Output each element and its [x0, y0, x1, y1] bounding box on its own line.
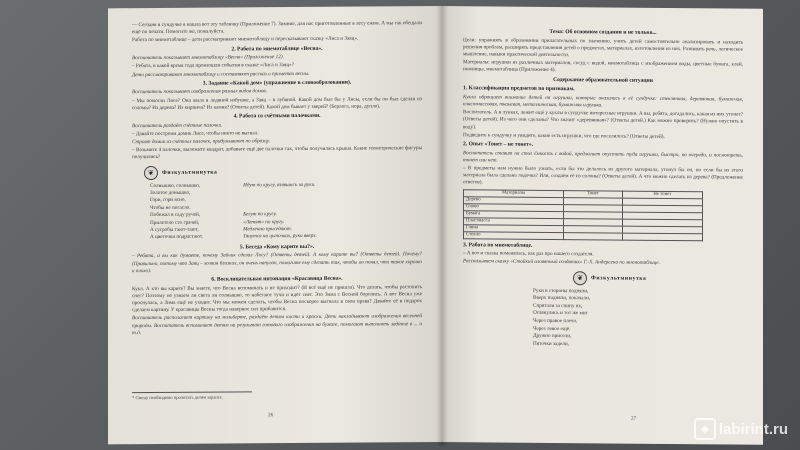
left-page-content — [132, 20, 422, 338]
watermark-text: labirint.ru — [718, 420, 788, 438]
section-heading: Содержание образовательной ситуации — [553, 76, 653, 84]
watermark — [694, 418, 788, 440]
section-heading: 3. Работа по мнемотаблице. — [463, 241, 533, 249]
materials-table — [463, 189, 703, 241]
paragraph: Кукла обращает внимание детей на игрушки, которые оказались в её сундучке: стеклянная, деревянная, бумажная, пластмассовая, тканевая, металлическая, бумажная игрушка. — [463, 93, 743, 109]
table-cell: Стекло — [464, 231, 564, 239]
section-heading: 5. Беседа «Кому карите вы?». — [239, 243, 315, 251]
fizminutka-label: Физкультминутка — [591, 274, 647, 282]
materials-text: Материалы: игрушки из различных материалов, сосуд с водой, мнемотаблица с изображением воды, цветные бумага, клей, ножницы, мнемотаблица (Приложение 4). — [463, 59, 743, 74]
poem-line: Через левое ещё. — [533, 325, 571, 332]
poem-action: Идут по кругу, взявшись за руки. — [243, 181, 316, 189]
paragraph: Воспитатель. А в лунках, лежит ещё у куклы в сундучке интересные игрушки. А вы, ребята, догадались, какая из них утонет? (Ответы детей). Из чего они сделаны? Что значит «деревянная»? (Ответы детей.) Как можно проверить? (Нужно опустить в воду). — [463, 109, 743, 130]
poem-line: Вверх подняли, покачали, — [533, 295, 591, 302]
poem-line: Через правое плечо, — [533, 317, 578, 325]
poem-line: Руки в стороны подняли, — [533, 287, 589, 294]
table-cell: Пластмасса — [464, 217, 564, 225]
section-heading: 2. Опыт «Тонет – не тонет». — [463, 141, 534, 148]
poem-line: Прилетело сто грачей, — [150, 219, 200, 226]
poem-line: Пяточки задели, — [533, 340, 569, 347]
paragraph: – Ребята, а вы как думаете, почему Зайчик сделал Лису? (Ответы детей). А кому карите вы? (Ответы детей). Почему? (Правильно, потому что Заяц – хозяин близких, он очень напуган, помогите ему сделать так, чтобы он понял, что такое хорошо и плохо). — [132, 251, 422, 275]
paragraph: – Давайте построим домик Лисе, чтобы никто не выгнал. — [132, 130, 259, 137]
table-cell: Дерево — [464, 196, 564, 204]
poem-line: Дружно присели, — [533, 332, 572, 340]
left-page — [108, 6, 441, 444]
paragraph: Воспитатель раздаёт счётные палочки. — [132, 122, 223, 129]
paragraph: – А вот и сказка поменялась, как раз про нашего создателя. — [463, 250, 594, 258]
intro-text: — Сегодня в сундучке я нашла вот эту табличку (Приложение 7). Зимние, для нас приготовленные в лесу ежом. А мы так обещали ещё по печати. Помогите же, пожалуйста. — [132, 20, 422, 36]
paragraph: Воспитатель ставит на стол ёмкость с водой, предлагает опустить туда игрушки, быстро, по очереди, и посмотреть, тонет или нет. — [463, 149, 743, 164]
fizminutka-label: Физкультминутка — [162, 169, 218, 176]
exercise-poem — [463, 287, 743, 350]
fizminutka-badge — [573, 271, 743, 286]
section-heading: 4. Работа со счётными палочками. — [233, 112, 321, 120]
table-header: Тонет — [564, 190, 622, 198]
paragraph: – В предметы нам нужно было узнать, если бы это делалось из другого материала, утонул бы он, но если бы из этого материала была сделана лодочка? Или, создаём её из солоны? (Ответы детей). А что можно сделать из дерева? (Предложение ответов). — [463, 165, 743, 186]
poem-line: Чтобы не погасло. — [150, 204, 191, 211]
poem-line: А цветочки подрастают. — [150, 234, 204, 241]
page-number: 27 — [631, 415, 637, 422]
poem-line: А сугробы тают-тают, — [150, 226, 199, 234]
poem-line: Спрятали за спину их, — [533, 302, 583, 310]
section-heading: 1. Классификация предметов по признакам. — [463, 85, 575, 93]
table-cell: Глина — [464, 224, 564, 232]
table-row — [464, 231, 703, 240]
right-page — [441, 6, 763, 445]
paragraph: Воспитатель показывает изображения разных видов домов. — [132, 88, 267, 96]
right-page-content — [463, 26, 743, 350]
exercise-poem — [150, 181, 422, 242]
goal-text: Цели: упражнять в образовании прилагательных по значению, учить детей самостоятельно анализировать и находить решения проблем, расширять представления детей о предметах, материалах, изготовлении из них. Развивать речь, логическое мышление, навыки практической деятельности. — [463, 36, 743, 59]
paragraph: Воспитатель располагает картину на мольберте, раздаёт детям кисти и краски. Дети накладывают изображения весенней природы. Воспитатель вспоминает детям на результат готового изображения на бумаге, помогают выполнить задание в ... и т.д. — [132, 313, 422, 337]
table-cell — [622, 233, 702, 241]
footprints-icon: ❦ — [573, 271, 587, 285]
table-cell: Олово — [464, 203, 564, 211]
poem-line: Солнышко, солнышко, — [150, 182, 201, 189]
footprints-icon: ❦ — [144, 166, 158, 180]
paragraph: – Мы помогли Лисе? Она жила в ледяной избушке, а Заяц – в лубяной. Какой дом был бы у Лисы, если бы он был сделан из соломы? Из дерева? Из кирпича? Из камня? (Ответы детей). Какой дом бывает у зверей? (Берлога, нора, дупло). — [132, 95, 422, 111]
poem-line: Оглянулись и тот же миг — [533, 310, 588, 317]
poem-line: Побежал в саду ручей, — [150, 211, 201, 219]
labirint-logo-icon: ◈ — [694, 418, 716, 440]
poem-actions — [243, 181, 317, 241]
page-number: 26 — [268, 412, 274, 419]
section-heading: 6. Восклицательная интонация «Красавица Весна». — [211, 275, 343, 283]
poem-line: Золотое донышко, — [150, 189, 191, 197]
table-cell — [564, 232, 622, 240]
book-gutter — [436, 6, 448, 446]
poem-line: Гори, гори ясно, — [150, 197, 186, 204]
open-book — [108, 6, 768, 446]
section-heading: 3. Задание «Какой дом» (упражнение в словообразовании). — [202, 79, 352, 87]
paragraph: – Возьмите 4 палочки, выложите квадрат, добавьте ещё две палочки так, чтобы получилась крыша. Какие геометрические фигуры получились? — [132, 145, 422, 161]
lesson-title: Тема: Об основном создании и не только... — [549, 28, 657, 36]
paragraph: Кукл. А кто вы карите? Вы знаете, что Весна вспоминать и не приходит? (И всё ещё не пришла). Что делать, чтобы растопить снег? Поэтому не узнаем ли света ли солнышко, то набегают тучи и идёт снег. Это Зима с Весной боролись. А вот Весна уже проснулась, а Зима ещё не уходит. Что мы можем сделать, чтобы Весна поскорее выгнала в свои права? Давайте её в подарок сделаем картину. У красавицы Весны тогда наверное сил прибавится. — [132, 283, 422, 314]
paragraph: Рассказываем сказку «Стойкий оловянный солдатик» Г.-Х. Андерсена по мнемотаблице. — [463, 258, 660, 267]
paragraph: – Ребята, в какой время года произошли события в сказке «Лиса и Заяц»? — [132, 62, 295, 70]
paragraph: Подведите к сундучку и увидите, какие есть игрушки, что где поселилось? (Ответы детей). — [463, 132, 665, 140]
poem-action: «Летят» по кругу. — [243, 218, 285, 226]
table-cell: Бумага — [464, 210, 564, 218]
intro-text: Работа по мнемотаблице – дети рассматривают мнемотаблицу и пересказывают сказку «Лиса и Заяц». — [132, 35, 359, 44]
table-header: Материалы — [464, 189, 564, 197]
poem-action: Тянутся на цыпочках, руки вверх. — [243, 233, 317, 240]
paragraph: Воспитатель показывает мнемотаблицу «Весна» (Приложение 12). — [132, 54, 284, 62]
paragraph: Строят домик из счётных палочек, придумывают по образцу. — [132, 138, 271, 146]
footnote: * Смену необходимо прочитать детям заранее. — [132, 391, 252, 401]
section-heading: 2. Работа по мнемотаблице «Весна». — [231, 45, 323, 53]
poem-action: Бегут по кругу. — [243, 211, 277, 218]
paragraph: Дети рассматривают мнемотаблицу и составляют рассказ о приметах весны. — [132, 70, 310, 78]
poem-action: Медленно приседают. — [243, 226, 293, 233]
poem-lines — [150, 182, 203, 242]
table-header: Не тонет — [622, 191, 702, 199]
fizminutka-badge — [144, 164, 422, 180]
